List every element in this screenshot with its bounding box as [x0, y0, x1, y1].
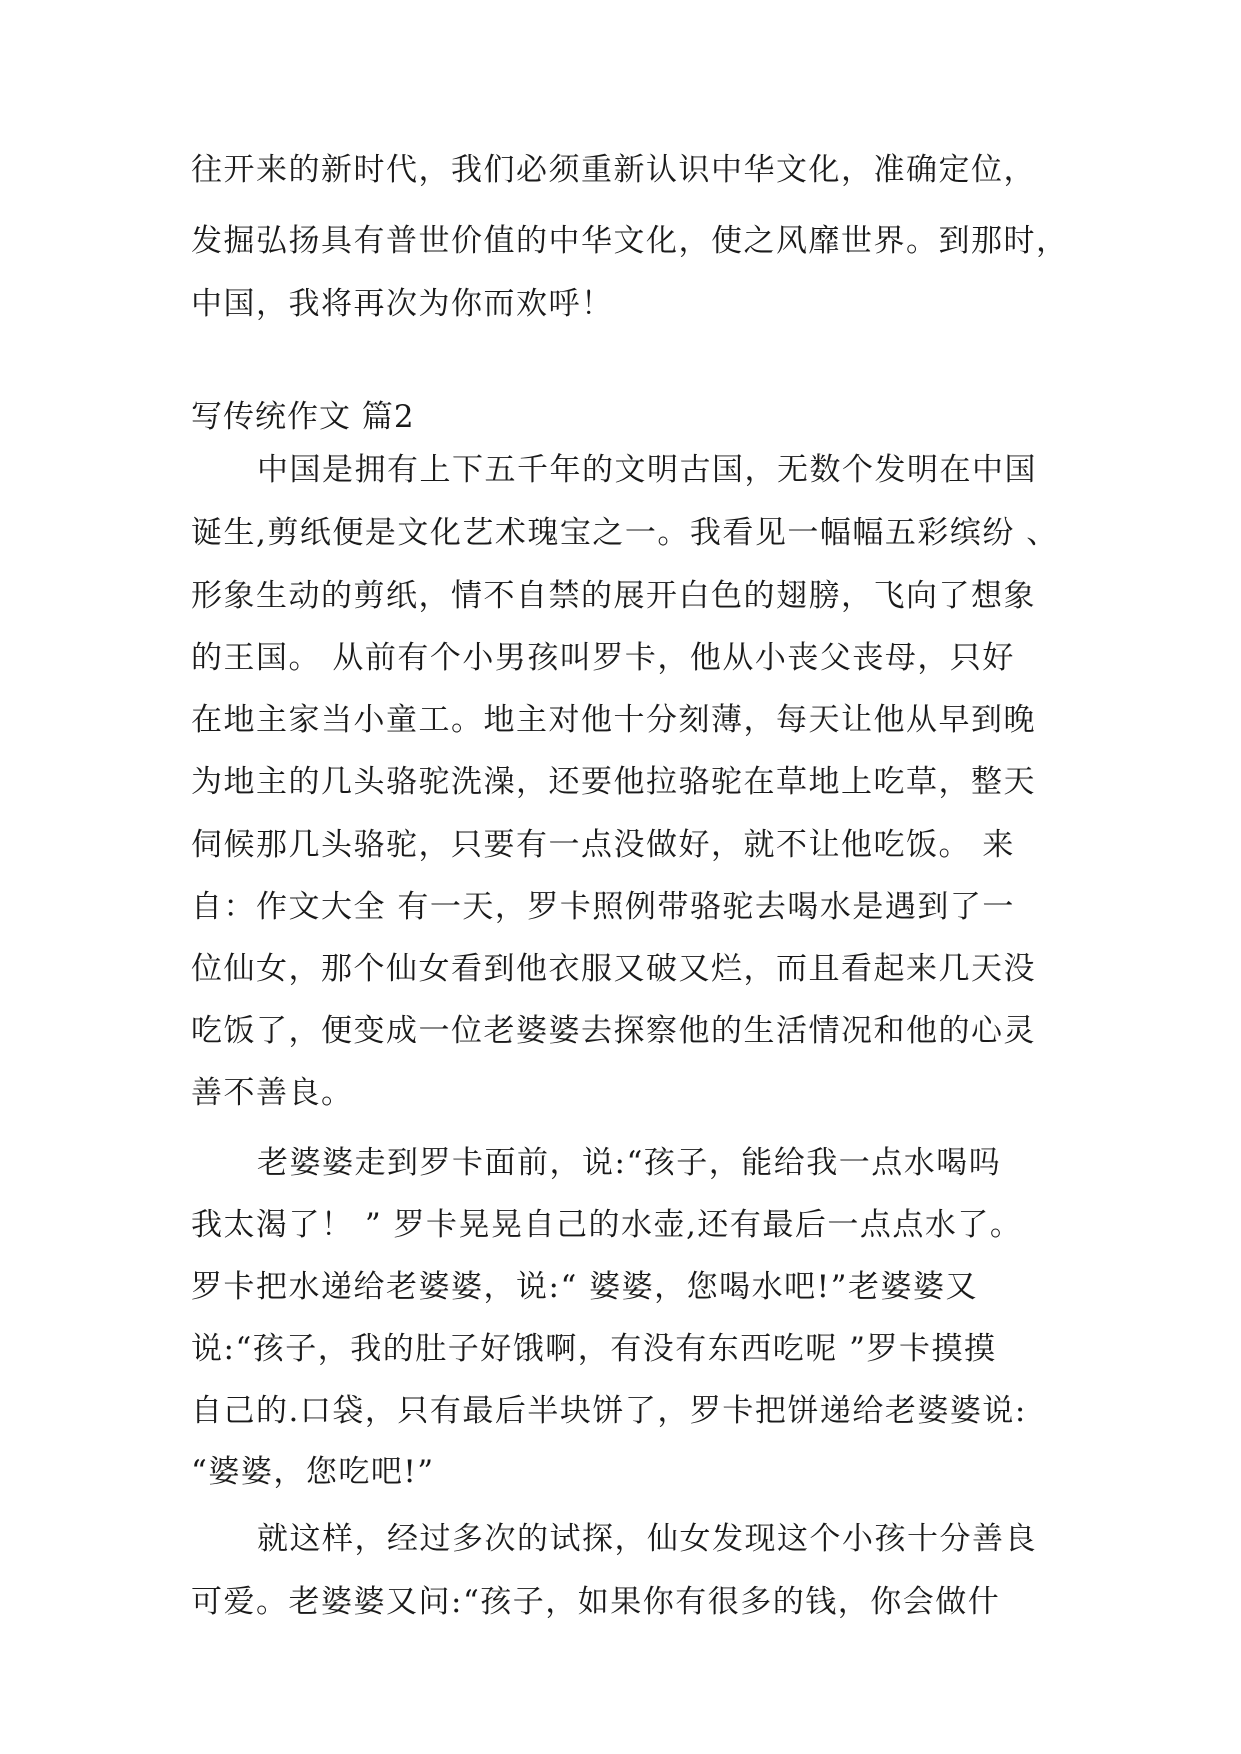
- section-title: 写传统作文 篇2: [191, 399, 415, 435]
- intro-line: 中国，我将再次为你而欢呼！: [191, 286, 614, 322]
- paragraph-line: 诞生,剪纸便是文化艺术瑰宝之一。我看见一幅幅五彩缤纷 、: [191, 515, 1059, 551]
- paragraph-line: 自：作文大全 有一天，罗卡照例带骆驼去喝水是遇到了一: [191, 889, 1015, 925]
- paragraph-line: 可爱。老婆婆又问:“孩子，如果你有很多的钱，你会做什: [191, 1584, 1001, 1620]
- paragraph-line: 中国是拥有上下五千年的文明古国，无数个发明在中国: [257, 452, 1037, 488]
- intro-line: 往开来的新时代，我们必须重新认识中华文化，准确定位，: [191, 152, 1036, 188]
- paragraph-line: 形象生动的剪纸，情不自禁的展开白色的翅膀，飞向了想象: [191, 578, 1036, 614]
- paragraph-line: “婆婆，您吃吧!”: [191, 1454, 435, 1490]
- paragraph-line: 罗卡把水递给老婆婆，说:“ 婆婆，您喝水吧!”老婆婆又: [191, 1269, 978, 1305]
- paragraph-line: 我太渴了！ ” 罗卡晃晃自己的水壶,还有最后一点点水了。: [191, 1207, 1023, 1243]
- paragraph-line: 自己的.口袋，只有最后半块饼了，罗卡把饼递给老婆婆说:: [191, 1393, 1027, 1429]
- paragraph-line: 在地主家当小童工。地主对他十分刻薄，每天让他从早到晚: [191, 702, 1036, 738]
- paragraph-line: 吃饭了，便变成一位老婆婆去探察他的生活情况和他的心灵: [191, 1013, 1036, 1049]
- paragraph-line: 的王国。 从前有个小男孩叫罗卡，他从小丧父丧母，只好: [191, 640, 1015, 676]
- paragraph-line: 伺候那几头骆驼，只要有一点没做好，就不让他吃饭。 来: [191, 827, 1015, 863]
- paragraph-line: 善不善良。: [191, 1075, 354, 1111]
- paragraph-line: 老婆婆走到罗卡面前，说:“孩子，能给我一点水喝吗: [257, 1145, 1002, 1181]
- paragraph-line: 为地主的几头骆驼洗澡，还要他拉骆驼在草地上吃草，整天: [191, 764, 1036, 800]
- intro-line: 发掘弘扬具有普世价值的中华文化，使之风靡世界。到那时，: [191, 223, 1069, 259]
- paragraph-line: 说:“孩子，我的肚子好饿啊，有没有东西吃呢 ”罗卡摸摸: [191, 1331, 997, 1367]
- paragraph-line: 位仙女，那个仙女看到他衣服又破又烂，而且看起来几天没: [191, 951, 1036, 987]
- paragraph-line: 就这样，经过多次的试探，仙女发现这个小孩十分善良: [257, 1521, 1037, 1557]
